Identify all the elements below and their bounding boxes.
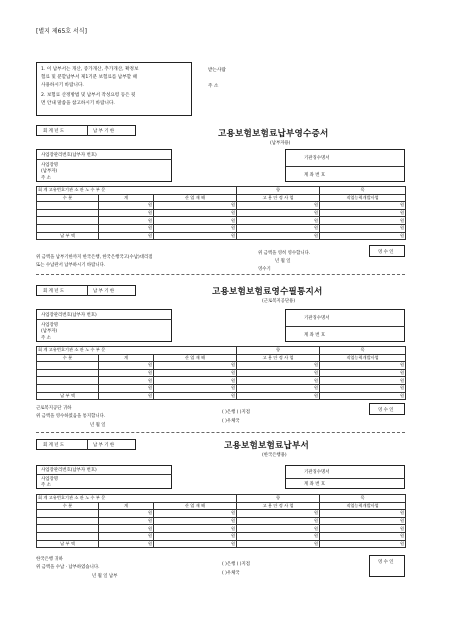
biz-no-label: 사업장관리번호(납부자 번호) — [41, 153, 97, 158]
footer-text: 위 금액을 납부기한까지 한국은행, 한국은행국고(수납)대리점 — [36, 255, 153, 260]
post-office-line: ( )우체국 — [222, 419, 240, 424]
section-title: 고용보험보험료영수필통지서 — [212, 287, 323, 297]
stamp-label: 영 수 인 — [378, 250, 394, 255]
notice-line: 1. 이 납부서는 개산, 증가개산, 추가개산, 확정보 — [41, 67, 139, 72]
table-row: 원 원 원 원 — [37, 525, 406, 533]
account-label: 계 좌 번 호 — [304, 333, 326, 338]
payer-info-box — [36, 149, 172, 182]
cut-line — [36, 274, 405, 275]
payer-info-box — [36, 309, 172, 342]
section-title: 고용보험보험료납부서 — [224, 441, 310, 451]
notice-line: 사용하시기 바랍니다. — [41, 83, 84, 88]
footer-text: 위 금액을 영히 영수합니다. — [258, 251, 311, 256]
recipient-label: 받는사람 — [208, 68, 226, 73]
table-row: 원 원 원 원 — [37, 532, 406, 540]
section-subtitle: (근로복지공단용) — [262, 299, 296, 304]
receipt-stamp-box — [369, 403, 405, 415]
table-row: 원 원 원 원 — [37, 202, 406, 210]
payer-label: (납부자) — [41, 169, 58, 174]
column-header: 수 분 — [37, 502, 99, 510]
footer-text: 위 금액을 수납 · 납부하였습니다. — [36, 565, 100, 570]
table-total-row: 납 부 액 원 원 원 원 — [37, 232, 406, 240]
address-label: 주 소 — [41, 483, 51, 488]
column-header: 수 분 — [37, 194, 99, 202]
table-row: 원 원 원 원 — [37, 517, 406, 525]
table-row: 원 원 원 원 — [37, 217, 406, 225]
biz-name-label: 사업장명 — [41, 163, 58, 168]
table-total-row: 납 부 액 원 원 원 원 — [37, 540, 406, 548]
column-header: 고 용 안 정 사 업 — [237, 194, 320, 202]
footer-date: 년 월 일 납부 — [92, 574, 118, 579]
post-office-line: ( )우체국 — [222, 571, 240, 576]
due-date-label: 납 부 기 한 — [93, 443, 115, 448]
table-header: 항 — [237, 187, 320, 195]
table-header: 회 계 고유번호기관 소 관 노 수 부 문 — [37, 187, 237, 195]
column-header: 수 분 — [37, 354, 99, 362]
notice-box — [36, 62, 192, 116]
footer-text: 위 금액을 영수하였음을 통지합니다. — [36, 414, 106, 419]
column-header: 고 용 안 정 사 업 — [237, 502, 320, 510]
column-header: 계 — [99, 194, 154, 202]
column-header: 직업능력개발사업 — [320, 502, 406, 510]
footer-text: 한국은행 귀하 — [36, 557, 63, 562]
due-date-label: 납 부 기 한 — [93, 289, 115, 294]
account-label: 계 좌 번 호 — [304, 482, 326, 487]
receipt-stamp-box — [369, 555, 405, 577]
stamp-label: 영 수 인 — [378, 560, 394, 565]
section-title: 고용보험보험료납부영수증서 — [218, 129, 329, 139]
collector-box — [285, 465, 405, 489]
footer-date: 년 월 일 — [275, 259, 291, 264]
table-total-row: 납 부 액 원 원 원 원 — [37, 392, 406, 400]
table-row: 원 원 원 원 — [37, 377, 406, 385]
table-header: 회 계 고유번호기관 소 관 노 수 부 문 — [37, 347, 237, 355]
footer-text: 영수기 — [258, 267, 271, 272]
table-header: 목 — [320, 495, 406, 503]
amount-table — [36, 186, 406, 240]
recipient-address-label: 주 소 — [208, 84, 219, 89]
payer-info-box — [36, 465, 172, 489]
table-row: 원 원 원 원 — [37, 369, 406, 377]
column-header: 산 업 재 해 — [154, 194, 237, 202]
acct-due-box — [36, 125, 136, 136]
stamp-label: 영 수 인 — [378, 408, 394, 413]
acct-year-label: 회 계 년 도 — [43, 443, 65, 448]
table-header: 항 — [237, 495, 320, 503]
cut-line — [36, 432, 405, 433]
bank-branch-line: ( )은행 ( )지점 — [222, 410, 251, 415]
payer-label: (납부자) — [41, 329, 58, 334]
bank-branch-line: ( )은행 ( )지점 — [222, 562, 251, 567]
table-row: 원 원 원 원 — [37, 384, 406, 392]
footer-text: 근로복지공단 귀하 — [36, 406, 72, 411]
column-header: 산 업 재 해 — [154, 354, 237, 362]
footer-date: 년 월 일 — [90, 423, 106, 428]
notice-line: 2. 보험료 산정방법 및 납부서 작성요령 등은 뒷 — [41, 93, 136, 98]
acct-year-label: 회 계 년 도 — [43, 289, 65, 294]
amount-table — [36, 346, 406, 400]
section-subtitle: (한국은행용) — [262, 453, 287, 458]
notice-line: 험료 및 분할납부서 제1기분 보험료를 납부할 때 — [41, 75, 137, 80]
collector-label: 기관징수명서 — [304, 156, 330, 161]
amount-table — [36, 494, 406, 548]
biz-no-label: 사업장관리번호(납부자 번호) — [41, 468, 97, 473]
footer-text: 또는 수납관서 납부하시기 바랍니다. — [36, 263, 106, 268]
table-row: 원 원 원 원 — [37, 510, 406, 518]
receipt-stamp-box — [369, 245, 405, 257]
column-header: 고 용 안 정 사 업 — [237, 354, 320, 362]
acct-year-label: 회 계 년 도 — [43, 129, 65, 134]
collector-box — [285, 149, 405, 182]
collector-label: 기관징수명서 — [304, 316, 330, 321]
table-header: 항 — [237, 347, 320, 355]
column-header: 직업능력개발사업 — [320, 194, 406, 202]
table-header: 목 — [320, 187, 406, 195]
column-header: 직업능력개발사업 — [320, 354, 406, 362]
biz-name-label: 사업장명 — [41, 477, 58, 482]
notice-line: 면 안내 말씀을 참고하시기 바랍니다. — [41, 101, 115, 106]
acct-due-box — [36, 285, 136, 296]
biz-no-label: 사업장관리번호(납부자 번호) — [41, 313, 97, 318]
table-header: 회 계 고유번호기관 소 관 노 수 부 문 — [37, 495, 237, 503]
address-label: 주 소 — [41, 336, 51, 341]
table-row: 원 원 원 원 — [37, 209, 406, 217]
section-subtitle: (납부자용) — [270, 141, 291, 146]
column-header: 계 — [99, 502, 154, 510]
column-header: 산 업 재 해 — [154, 502, 237, 510]
biz-name-label: 사업장명 — [41, 323, 58, 328]
due-date-label: 납 부 기 한 — [93, 129, 115, 134]
address-label: 주 소 — [41, 176, 51, 181]
column-header: 계 — [99, 354, 154, 362]
table-row: 원 원 원 원 — [37, 224, 406, 232]
form-number: [별지 제65호 서식] — [36, 28, 87, 35]
table-header: 목 — [320, 347, 406, 355]
table-row: 원 원 원 원 — [37, 362, 406, 370]
account-label: 계 좌 번 호 — [304, 173, 326, 178]
collector-label: 기관징수명서 — [304, 470, 330, 475]
acct-due-box — [36, 439, 136, 450]
collector-box — [285, 309, 405, 342]
